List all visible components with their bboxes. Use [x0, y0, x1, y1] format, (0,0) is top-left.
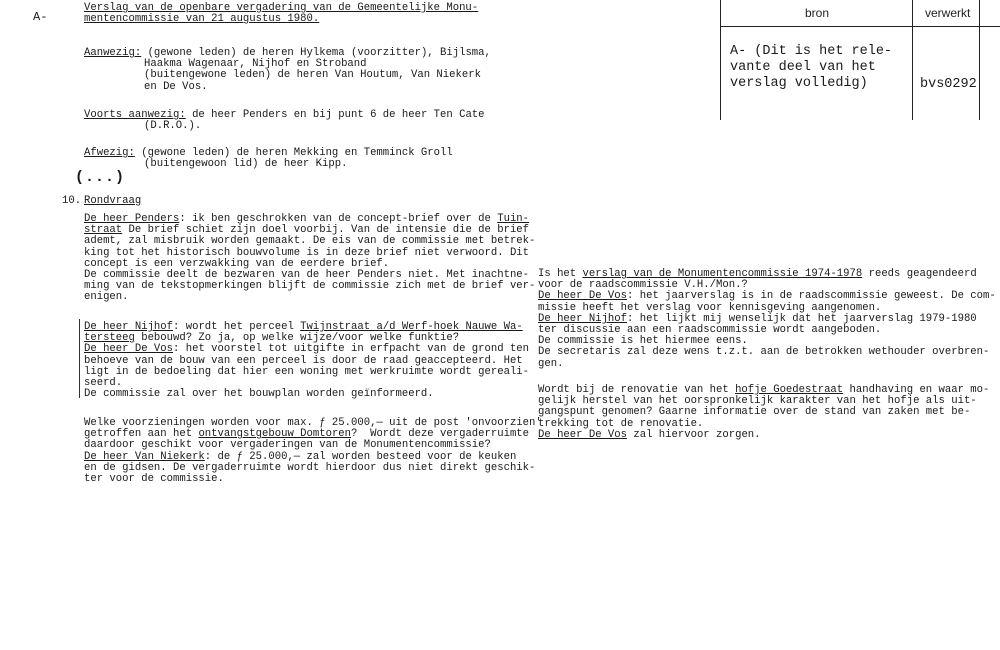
speaker-penders: De heer Penders [84, 213, 180, 225]
text-line: ter discussie aan een raadscommissie wordt aangeboden. [538, 324, 882, 337]
margin-mark [79, 319, 80, 398]
speaker-nijhof: De heer Nijhof [538, 312, 628, 325]
paragraph-twijnstraat: De heer Nijhof: wordt het perceel Twijnstraat a/d Werf-hoek Nauwe Wa- tersteeg bebouwd? Zo ja, op welke wijze/voor welke funktie? De heer De Vos: het voorstel tot uitgifte in erfpacht van de grond ten behoeve van de bouw van een perceel is door de raad geaccepteerd. Het ligt in de bedoeling dat hier een woning met werkruimte wordt gereali- seerd. De commissie zal over het bouwplan worden geïnformeerd. [84, 321, 530, 401]
verwerkt-code: bvs0292 [920, 77, 977, 92]
street-twijnstraat: Twijnstraat a/d Werf-hoek Nauwe Wa- [300, 321, 523, 333]
text-line: De commissie is het hiermee eens. [538, 335, 748, 348]
street-tuinstraat: straat [84, 224, 123, 237]
text-line: missie heeft het verslag voor kennisgeving aangenomen. [538, 301, 882, 314]
text-line: king tot het historisch bouwvolume is in deze brief niet verwoord. Dit [84, 246, 530, 259]
table-column-divider [912, 0, 913, 120]
text-line: daardoor geschikt voor vergaderingen van de Monumentencommissie? [84, 439, 491, 452]
present-line: (buitengewone leden) de heren Van Houtum, Van Niekerk [144, 69, 481, 82]
text-line: voor de raadscommissie V.H./Mon.? [538, 279, 748, 292]
title-line: Verslag van de openbare vergadering van de Gemeentelijke Monu- [84, 2, 479, 14]
text-line: trekking tot de renovatie. [538, 417, 704, 430]
text-line: en de gidsen. De vergaderruimte wordt hierdoor dus niet direkt geschik- [84, 461, 536, 474]
bron-note-line: vante deel van het [730, 60, 876, 75]
speaker-de-vos: De heer De Vos [538, 428, 628, 441]
text-line: behoeve van de bouw van een perceel is door de raad geaccepteerd. Het [84, 354, 523, 367]
text-line: ademt, zal misbruik worden gemaakt. De eis van de commissie met betrek- [84, 235, 536, 248]
paragraph-domtoren: Welke voorzieningen worden voor max. ƒ 25.000,— uit de post 'onvoorzien' getroffen aan het ontvangstgebouw Domtoren? Wordt deze vergaderruimte daardoor geschikt voor vergaderingen van de Monumentencommissie? De heer Van Niekerk: de ƒ 25.000,— zal worden besteed voor de keuken en de gidsen. De vergaderruimte wordt hierdoor dus niet direkt geschik- ter voor de commissie. [84, 417, 542, 486]
header-bron: bron [805, 6, 830, 20]
paragraph-penders: De heer Penders: ik ben geschrokken van de concept-brief over de Tuin- straat De brief schiet zijn doel voorbij. Van de intensie die de brief ademt, zal misbruik worden gemaakt. De eis van de commissie met betrek- king tot het historisch bouwvolume is in deze brief niet verwoord. Dit concept is een verzwakking van de eerdere brief. De commissie deelt de bezwaren van de heer Penders niet. Met inachtne- ming van de tekstopmerkingen blijft de commissie zich met de brief ver- enigen. [84, 213, 536, 304]
label-aanwezig: Aanwezig: [84, 47, 142, 59]
speaker-de-vos: De heer De Vos [538, 290, 628, 303]
text-line: gelijk herstel van het oorspronkelijk karakter van het hofje als uit- [538, 395, 977, 408]
section-marker: A- [33, 10, 48, 24]
reference-table [720, 0, 1000, 120]
text-line: gen. [538, 357, 564, 370]
place-hofje-goedestraat: hofje Goedestraat [735, 384, 844, 396]
text-line: Welke voorzieningen worden voor max. ƒ 25.000,— uit de post 'onvoorzien' [84, 417, 542, 429]
paragraph-hofje: Wordt bij de renovatie van het hofje Goedestraat handhaving en waar mo- gelijk herstel van het oorspronkelijk karakter van het hofje als uit- gangspunt genomen? Gaarne informatie over de stand van zaken met be- trekking tot de renovatie. De heer De Vos zal hiervoor zorgen. [538, 384, 990, 441]
title-line: mentencommissie van 21 augustus 1980. [84, 13, 320, 26]
text-line: seerd. [84, 377, 123, 390]
speaker-van-niekerk: De heer Van Niekerk [84, 450, 205, 463]
table-header-divider [720, 26, 1000, 27]
building-domtoren: ontvangstgebouw Domtoren [198, 428, 352, 441]
bron-note-line: A- (Dit is het rele- [730, 44, 893, 59]
omission-ellipsis: (...) [75, 169, 126, 186]
present-line: Haakma Wagenaar, Nijhof en Stroband [144, 58, 367, 71]
attendance-also-present [84, 110, 485, 132]
bron-note-line: verslag volledig) [730, 76, 868, 91]
text-line: concept is een verzwakking van de eerdere brief. [84, 257, 390, 270]
present-line: (gewone leden) de heren Hylkema (voorzitter), Bijlsma, [141, 47, 491, 59]
label-afwezig: Afwezig: [84, 147, 135, 159]
bron-note [730, 44, 892, 92]
also-present-line: (D.R.O.). [144, 120, 202, 133]
text-line: ter voor de commissie. [84, 473, 224, 486]
present-line: en De Vos. [144, 80, 208, 93]
text-line: De secretaris zal deze wens t.z.t. aan de betrokken wethouder overbren- [538, 346, 990, 359]
absent-line: (buitengewoon lid) de heer Kipp. [144, 158, 348, 171]
label-voorts-aanwezig: Voorts aanwezig: [84, 109, 186, 121]
text-line: De commissie zal over het bouwplan worden geïnformeerd. [84, 388, 434, 401]
document-title [84, 3, 478, 25]
section-title: Rondvraag [84, 195, 142, 207]
speaker-nijhof: De heer Nijhof [84, 321, 174, 333]
street-twijnstraat: tersteeg [84, 332, 135, 345]
header-verwerkt: verwerkt [925, 6, 971, 20]
table-border-right [979, 0, 980, 120]
text-line: ming van de tekstopmerkingen blijft de commissie zich met de brief ver- [84, 280, 536, 293]
attendance-present [84, 48, 491, 93]
also-present-line: de heer Penders en bij punt 6 de heer Ten Cate [185, 109, 485, 121]
table-border-left [720, 0, 721, 120]
section-number: 10. [62, 195, 82, 207]
paragraph-jaarverslag: Is het verslag van de Monumentencommissie 1974-1978 reeds geagendeerd voor de raadscommissie V.H./Mon.? De heer De Vos: het jaarverslag is in de raadscommissie geweest. De com- missie heeft het verslag voor kennisgeving aangenomen. De heer Nijhof: het lijkt mij wenselijk dat het jaarverslag 1979-1980 ter discussie aan een raadscommissie wordt aangeboden. De commissie is het hiermee eens. De secretaris zal deze wens t.z.t. aan de betrokken wethouder overbren- gen. [538, 268, 996, 370]
street-tuinstraat: Tuin- [497, 213, 530, 225]
text-line: enigen. [84, 291, 129, 304]
text-line: ligt in de bedoeling dat hier een woning met werkruimte wordt gereali- [84, 365, 530, 378]
speaker-de-vos: De heer De Vos [84, 343, 174, 356]
absent-line: (gewone leden) de heren Mekking en Temminck Groll [134, 147, 453, 159]
report-title: verslag van de Monumentencommissie 1974-1978 [582, 268, 863, 280]
text-line: gangspunt genomen? Gaarne informatie over de stand van zaken met be- [538, 406, 971, 419]
text-line: De commissie deelt de bezwaren van de heer Penders niet. Met inachtne- [84, 269, 530, 282]
attendance-absent [84, 148, 453, 170]
